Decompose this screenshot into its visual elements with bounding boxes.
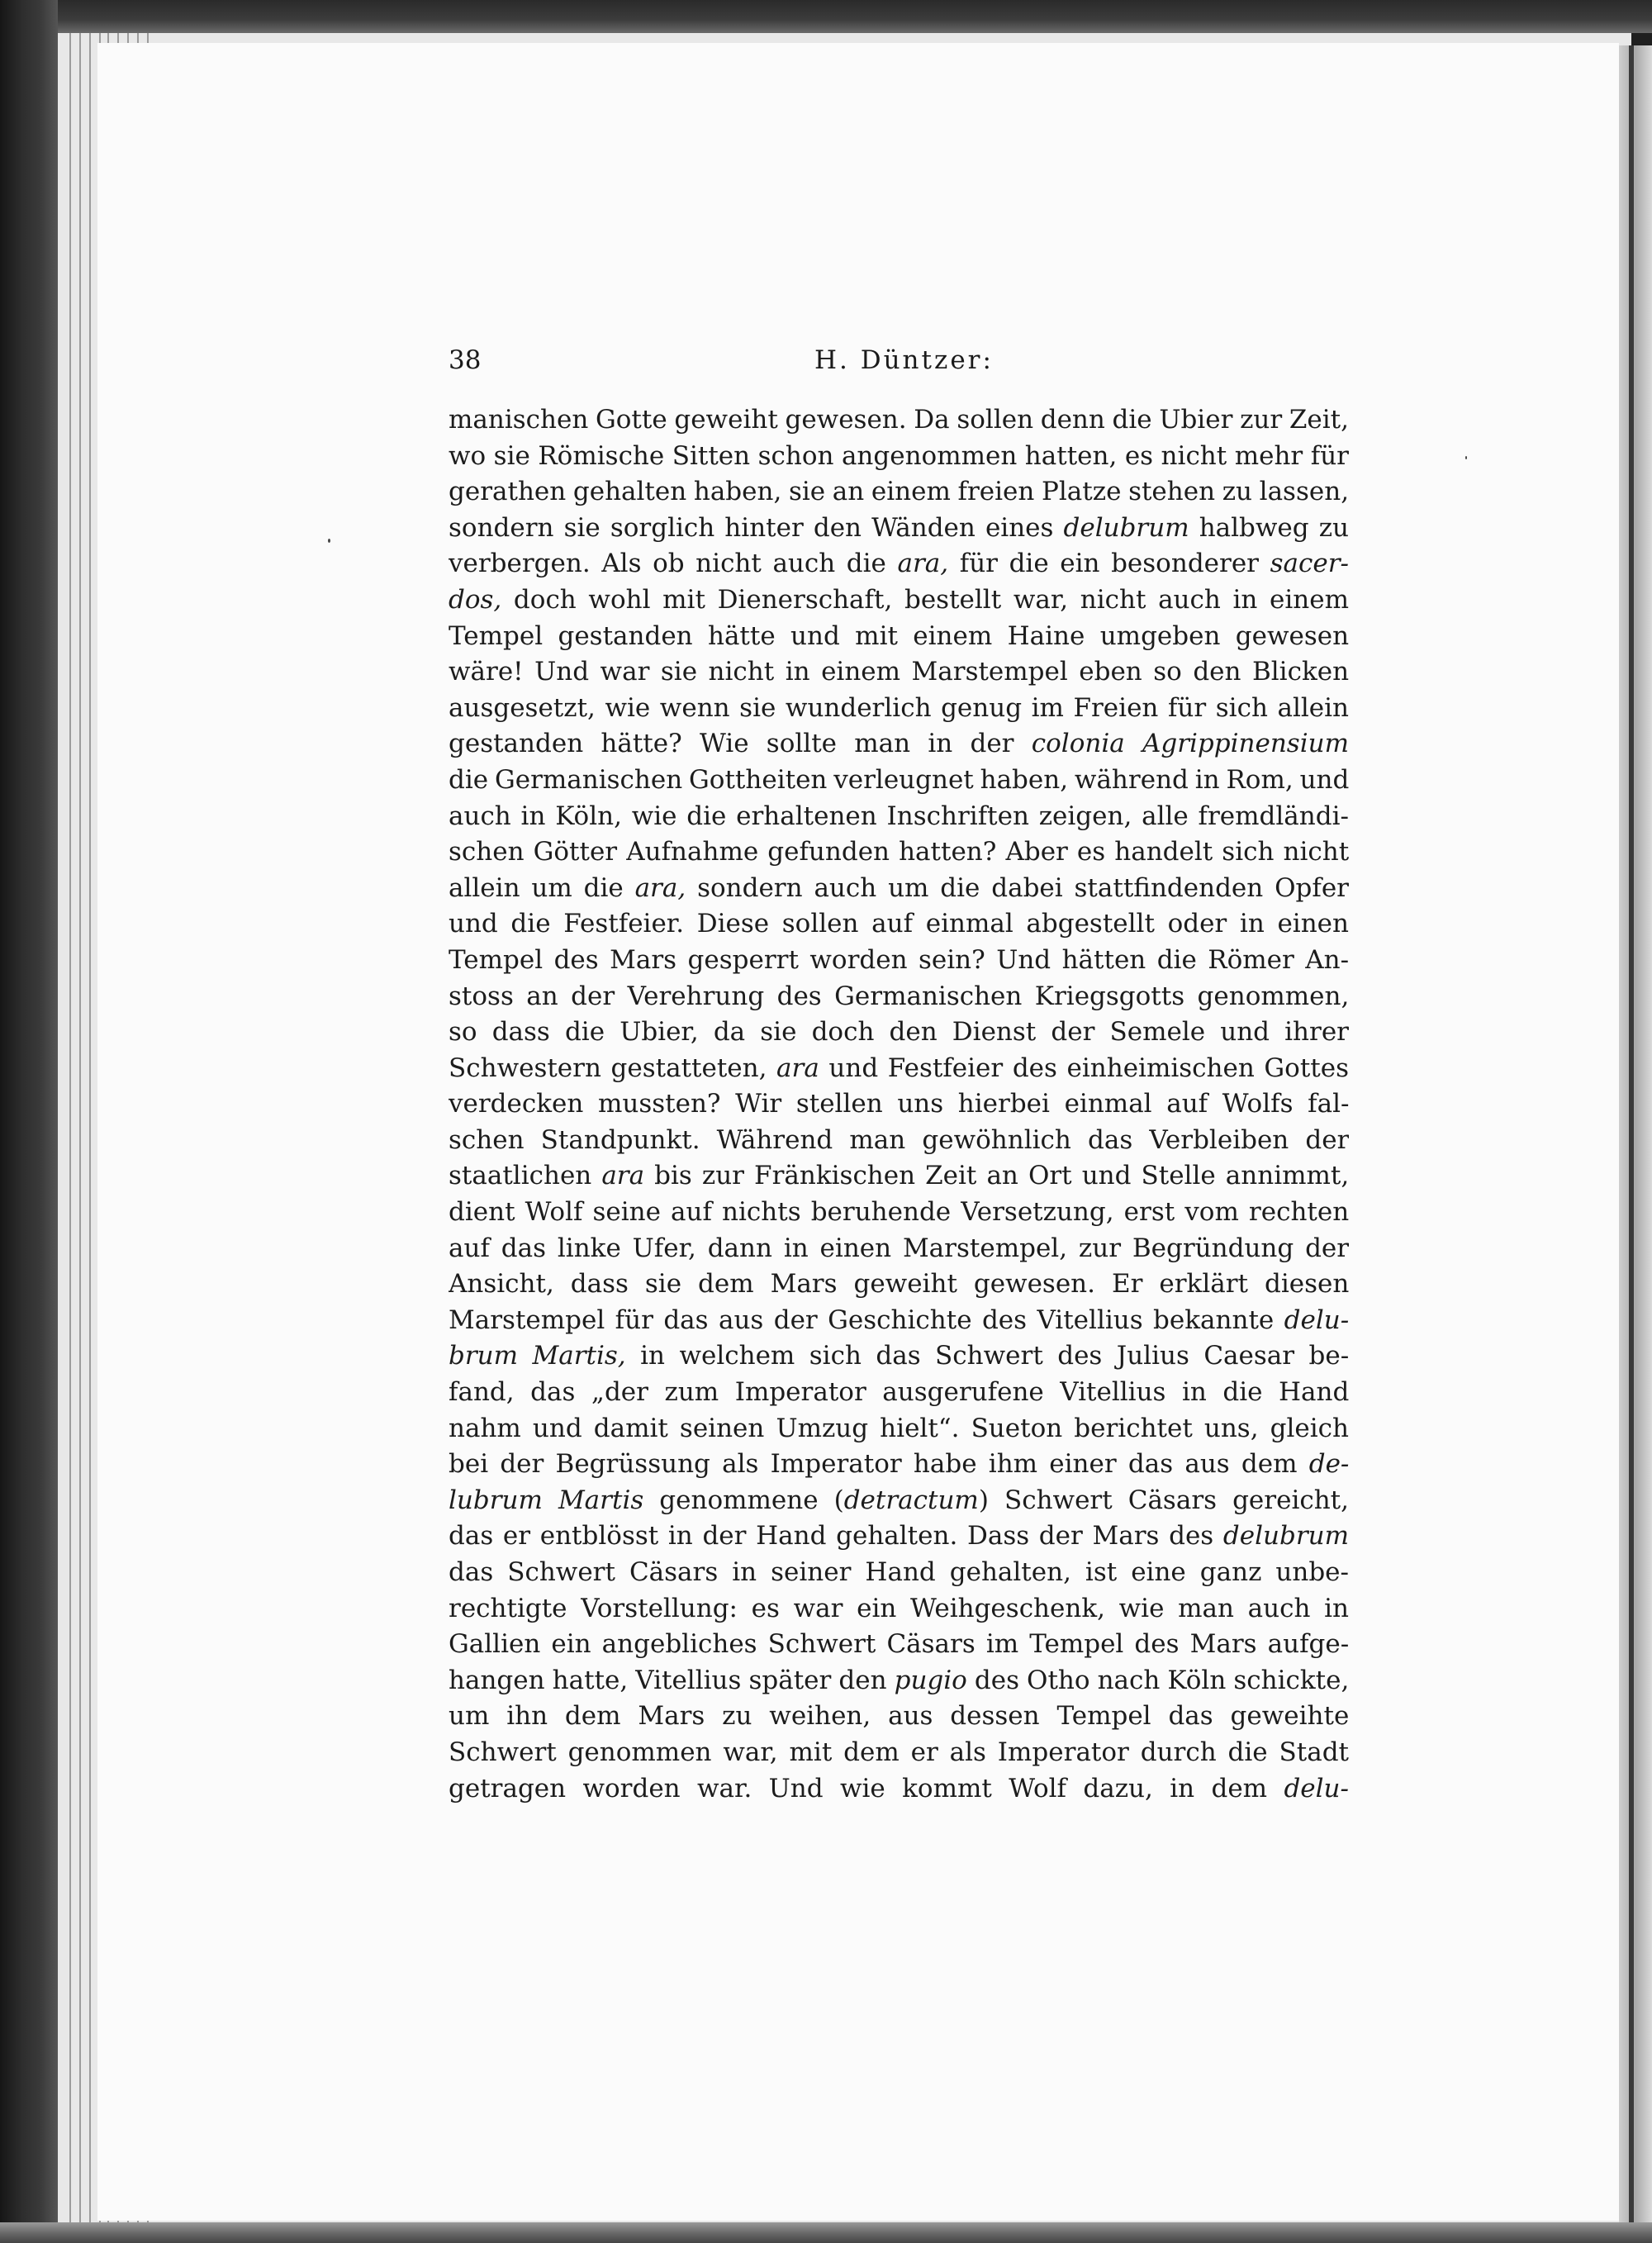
text-run: Marstempel für das aus der Geschichte des Vitellius bekannte [449, 1304, 1284, 1335]
text-run: und die Festfeier. Diese sollen auf einmal abgestellt oder in einen [449, 909, 1349, 939]
text-line [449, 1266, 1349, 1303]
text-run: sondern auch um die dabei stattfindenden Opfer [686, 872, 1349, 903]
text-line [449, 1375, 1349, 1411]
italic-text: delubrum [1063, 512, 1189, 543]
text-run: und Festfeier des einheimischen Gottes [819, 1053, 1349, 1083]
text-line [449, 1411, 1349, 1447]
text-run: sondern sie sorglich hinter den Wänden eines [449, 512, 1064, 543]
text-line [449, 834, 1349, 871]
text-run: auch in Köln, wie die erhaltenen Inschriften zeigen, alle fremdländi- [449, 801, 1349, 831]
text-line [449, 1735, 1349, 1771]
text-line [449, 1627, 1349, 1663]
text-run: für die ein besonderer [948, 549, 1270, 579]
text-run: Tempel des Mars gesperrt worden sein? Und hätten die Römer An- [449, 944, 1349, 975]
text-line [449, 1591, 1349, 1628]
italic-text: delubrum [1222, 1521, 1349, 1552]
text-line [449, 1518, 1349, 1555]
text-line [449, 1015, 1349, 1051]
text-run: verbergen. Als ob nicht auch die [449, 549, 898, 579]
italic-text: delu- [1284, 1773, 1349, 1803]
text-run: Gallien ein angebliches Schwert Cäsars im Tempel des Mars aufge- [449, 1629, 1349, 1660]
text-line [449, 1699, 1349, 1735]
text-run: allein um die [449, 872, 635, 903]
text-line [449, 582, 1349, 619]
text-run: Schwert genommen war, mit dem er als Imperator durch die Stadt [449, 1737, 1349, 1767]
text-run: wäre! Und war sie nicht in einem Marstempel eben so den Blicken [449, 657, 1349, 687]
text-run: stoss an der Verehrung des Germanischen Kriegsgotts genommen, [449, 981, 1349, 1011]
text-line [449, 1338, 1349, 1375]
text-run: halbweg zu [1189, 512, 1349, 543]
text-run: so dass die Ubier, da sie doch den Dienst der Semele und ihrer [449, 1017, 1349, 1048]
text-line [449, 763, 1349, 799]
text-line [449, 1483, 1349, 1519]
text-line [449, 691, 1349, 727]
body-text [449, 402, 1349, 1807]
text-line [449, 439, 1349, 475]
text-run: Ansicht, dass sie dem Mars geweiht gewesen. Er erklärt diesen [449, 1269, 1349, 1300]
text-run: schen Götter Aufnahme gefunden hatten? Aber es handelt sich nicht [449, 837, 1349, 867]
paper-speck [328, 539, 330, 543]
italic-text: brum Martis, [449, 1341, 626, 1371]
text-line [449, 654, 1349, 691]
text-run: ausgesetzt, wie wenn sie wunderlich genug im Freien für sich allein [449, 692, 1349, 723]
text-line [449, 1447, 1349, 1483]
text-run: getragen worden war. Und wie kommt Wolf dazu, in dem [449, 1773, 1284, 1803]
text-line [449, 871, 1349, 907]
text-run: manischen Gotte geweiht gewesen. Da sollen denn die Ubier zur Zeit, [449, 405, 1349, 435]
italic-text: sacer- [1270, 549, 1349, 579]
page-number: 38 [449, 345, 482, 375]
scan-top-edge [0, 0, 1652, 33]
page-header [449, 345, 1357, 387]
text-run: hangen hatte, Vitellius später den [449, 1665, 895, 1695]
text-line [449, 1158, 1349, 1195]
text-run: nahm und damit seinen Umzug hielt“. Sueton berichtet uns, gleich [449, 1413, 1349, 1443]
text-run: staatlichen [449, 1161, 602, 1191]
text-run: doch wohl mit Dienerschaft, bestellt war, nicht auch in einem [501, 584, 1349, 615]
italic-text: pugio [894, 1665, 967, 1695]
text-line [449, 1195, 1349, 1231]
text-line [449, 1086, 1349, 1123]
text-line [449, 402, 1349, 439]
text-line [449, 1303, 1349, 1339]
text-run: das Schwert Cäsars in seiner Hand gehalten, ist eine ganz unbe- [449, 1557, 1349, 1587]
text-run: dient Wolf seine auf nichts beruhende Versetzung, erst vom rechten [449, 1197, 1349, 1228]
text-run: um ihn dem Mars zu weihen, aus dessen Tempel das geweihte [449, 1701, 1349, 1732]
page-right-edge [1619, 45, 1652, 2222]
text-run: auf das linke Ufer, dann in einen Marstempel, zur Begründung der [449, 1233, 1349, 1263]
text-run: schen Standpunkt. Während man gewöhnlich das Verbleiben der [449, 1124, 1349, 1155]
text-line [449, 546, 1349, 582]
text-run: gestanden hätte? Wie sollte man in der [449, 729, 1032, 759]
italic-text: colonia Agrippinensium [1031, 729, 1349, 759]
text-line [449, 799, 1349, 835]
text-line [449, 1771, 1349, 1808]
paper-speck [1465, 456, 1467, 459]
text-run: Schwestern gestatteten, [449, 1053, 777, 1083]
italic-text: lubrum Martis [449, 1485, 644, 1515]
italic-text: delu- [1284, 1304, 1349, 1335]
text-line [449, 1555, 1349, 1591]
text-run: rechtigte Vorstellung: es war ein Weihgeschenk, wie man auch in [449, 1593, 1349, 1623]
text-run: verdecken mussten? Wir stellen uns hierbei einmal auf Wolfs fal- [449, 1089, 1349, 1119]
text-run: wo sie Römische Sitten schon angenommen hatten, es nicht mehr für [449, 440, 1349, 471]
text-line [449, 979, 1349, 1015]
text-line [449, 474, 1349, 511]
text-run: gerathen gehalten haben, sie an einem freien Platze stehen zu lassen, [449, 477, 1349, 507]
text-line [449, 943, 1349, 979]
text-run: bis zur Fränkischen Zeit an Ort und Stelle annimmt, [644, 1161, 1349, 1191]
italic-text: dos, [449, 584, 502, 615]
text-run: das er entblösst in der Hand gehalten. Dass der Mars des [449, 1521, 1223, 1552]
text-line [449, 1123, 1349, 1159]
text-line [449, 619, 1349, 655]
italic-text: de- [1308, 1449, 1349, 1480]
running-head: H. Düntzer: [814, 345, 994, 375]
text-line [449, 1663, 1349, 1699]
text-run: des Otho nach Köln schickte, [966, 1665, 1349, 1695]
book-binding [0, 0, 58, 2243]
text-run: bei der Begrüssung als Imperator habe ihm einer das aus dem [449, 1449, 1309, 1480]
text-run: genommene ( [643, 1485, 844, 1515]
italic-text: ara, [897, 549, 949, 579]
scan-bottom-edge [0, 2222, 1652, 2243]
text-line [449, 1231, 1349, 1267]
page-right-shadow [1629, 45, 1634, 2222]
italic-text: ara [776, 1053, 819, 1083]
text-run: Tempel gestanden hätte und mit einem Haine umgeben gewesen [449, 620, 1349, 651]
italic-text: ara, [634, 872, 686, 903]
text-run: die Germanischen Gottheiten verleugnet haben, während in Rom, und [449, 764, 1349, 795]
text-run: in welchem sich das Schwert des Julius Caesar be- [625, 1341, 1349, 1371]
text-line [449, 1051, 1349, 1087]
text-run: fand, das „der zum Imperator ausgerufene Vitellius in die Hand [449, 1377, 1349, 1408]
text-line [449, 906, 1349, 943]
text-line [449, 511, 1349, 547]
italic-text: ara [601, 1161, 645, 1191]
text-line [449, 726, 1349, 763]
italic-text: detractum [843, 1485, 979, 1515]
text-run: ) Schwert Cäsars gereicht, [978, 1485, 1349, 1515]
